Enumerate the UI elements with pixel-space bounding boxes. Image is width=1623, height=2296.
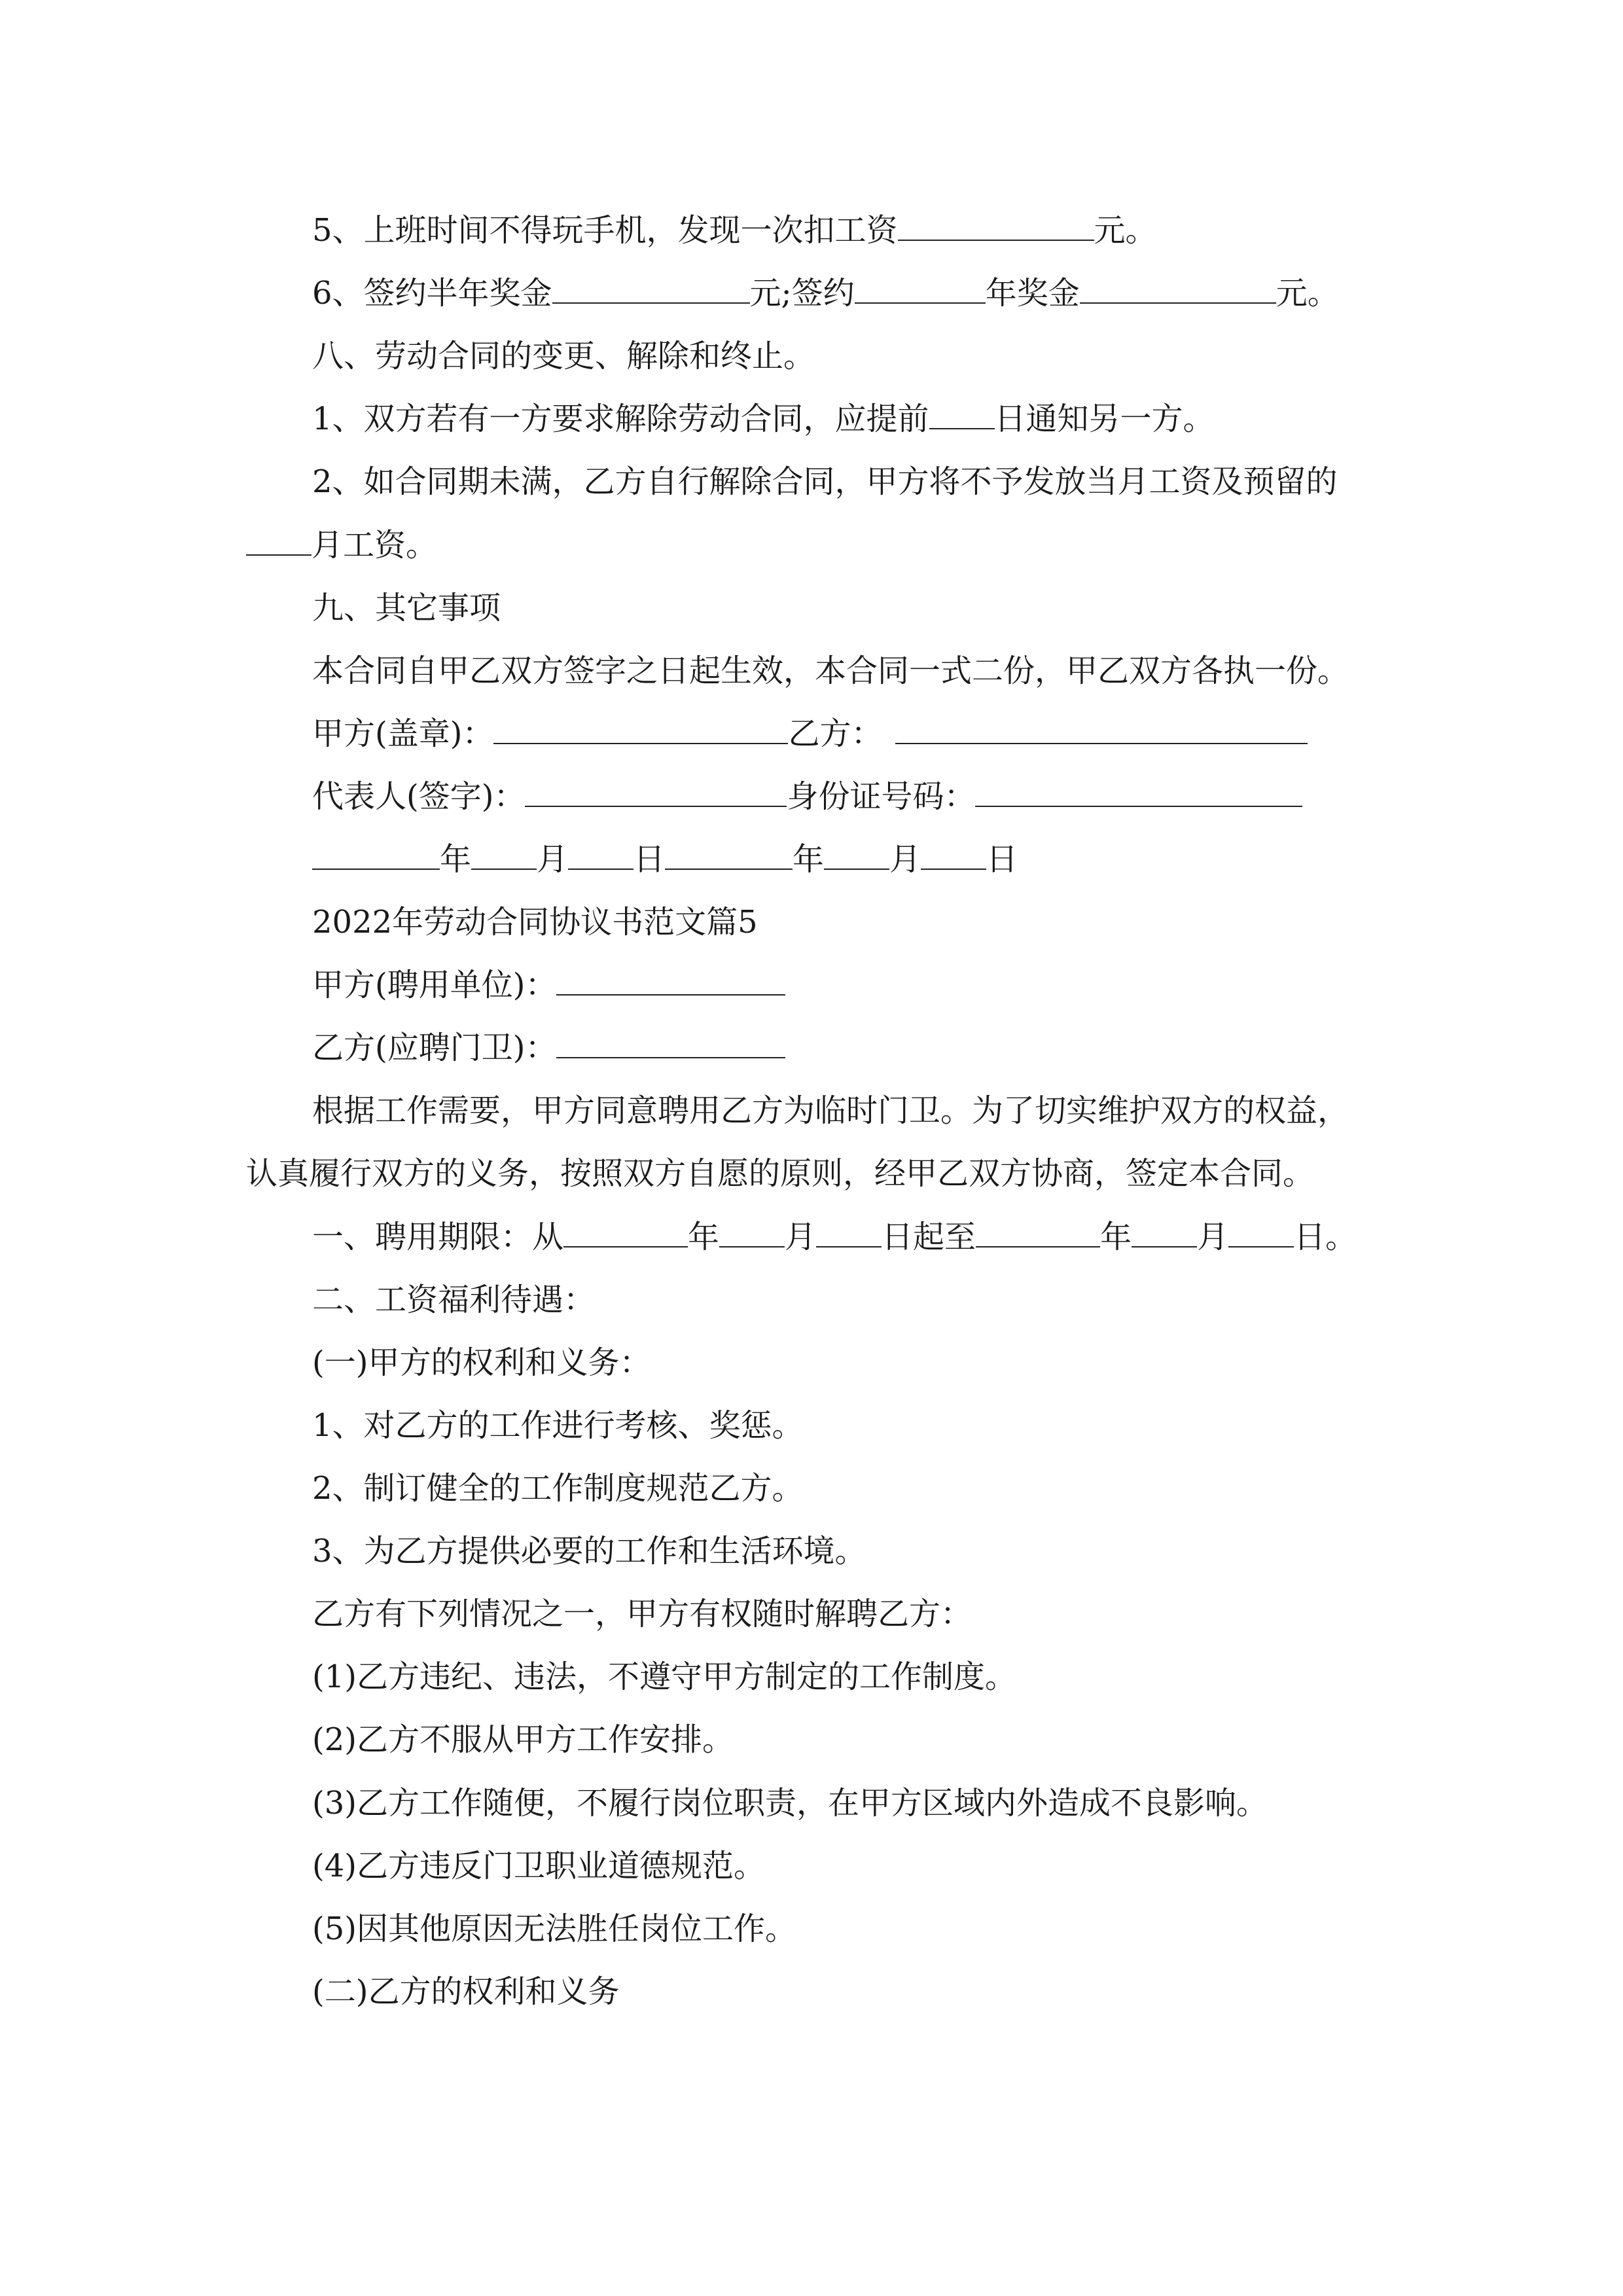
fill-blank xyxy=(898,211,1094,241)
party-b-label: 乙方： xyxy=(788,715,883,752)
clause-item-6 xyxy=(312,274,1339,313)
year-label: 年 xyxy=(440,841,472,878)
term-clause xyxy=(312,1217,1357,1257)
fill-blank xyxy=(719,1217,785,1247)
month-label: 月 xyxy=(1197,1219,1229,1255)
date-row xyxy=(312,840,1018,879)
clause-text: 日起至 xyxy=(882,1219,976,1255)
party-b-rights-heading: (二)乙方的权利和义务 xyxy=(312,1973,620,2010)
month-label: 月 xyxy=(785,1219,817,1255)
section8-item-2: 2、如合同期未满，乙方自行解除合同，甲方将不予发放当月工资及预留的 xyxy=(312,463,1338,500)
dismissal-item-3: (3)乙方工作随便，不履行岗位职责，在甲方区域内外造成不良影响。 xyxy=(312,1785,1268,1821)
party-a-item-3: 3、为乙方提供必要的工作和生活环境。 xyxy=(312,1533,866,1570)
employee-blank xyxy=(556,1028,785,1058)
fill-blank xyxy=(563,1217,688,1247)
section8-item-1 xyxy=(312,399,1215,439)
employer-label: 甲方(聘用单位)： xyxy=(312,967,557,1003)
day-blank xyxy=(921,840,986,870)
party-b-blank xyxy=(895,714,1308,744)
month-blank xyxy=(824,840,889,870)
month-blank xyxy=(471,840,537,870)
party-a-rights-heading: (一)甲方的权利和义务： xyxy=(312,1344,651,1381)
clause-text: 元。 xyxy=(1094,212,1157,249)
intro-paragraph-cont: 认真履行双方的义务，按照双方自愿的原则，经甲乙双方协商，签定本合同。 xyxy=(246,1155,1315,1192)
employer-blank xyxy=(556,965,785,996)
party-a-item-1: 1、对乙方的工作进行考核、奖惩。 xyxy=(312,1407,804,1444)
clause-text: 年奖金 xyxy=(985,275,1080,312)
fill-blank xyxy=(976,1217,1100,1247)
fill-blank xyxy=(1080,274,1276,304)
clause-text: 一、聘用期限：从 xyxy=(312,1219,564,1255)
month-label: 月 xyxy=(889,841,921,878)
day-blank xyxy=(568,840,633,870)
fill-blank xyxy=(246,526,312,556)
fill-blank xyxy=(1132,1217,1197,1247)
year-label: 年 xyxy=(688,1219,720,1255)
year-label: 年 xyxy=(793,841,825,878)
dismissal-item-2: (2)乙方不服从甲方工作安排。 xyxy=(312,1721,734,1758)
fill-blank xyxy=(1228,1217,1294,1247)
day-label: 日 xyxy=(633,841,666,878)
fill-blank xyxy=(816,1217,882,1247)
clause-text: 月工资。 xyxy=(312,527,438,564)
dismissal-item-1: (1)乙方违纪、违法，不遵守甲方制定的工作制度。 xyxy=(312,1659,1016,1695)
id-number-blank xyxy=(975,777,1302,807)
year-label: 年 xyxy=(1100,1219,1132,1255)
clause-text: 1、双方若有一方要求解除劳动合同，应提前 xyxy=(312,401,929,437)
fill-blank xyxy=(855,274,986,304)
clause-item-5 xyxy=(312,211,1157,250)
signature-row-1 xyxy=(312,714,1308,753)
party-a-item-2: 2、制订健全的工作制度规范乙方。 xyxy=(312,1470,804,1507)
clause-text: 日。 xyxy=(1294,1219,1357,1255)
effect-clause: 本合同自甲乙双方签字之日起生效，本合同一式二份，甲乙双方各执一份。 xyxy=(312,653,1349,689)
clause-text: 6、签约半年奖金 xyxy=(312,275,552,312)
intro-paragraph: 根据工作需要，甲方同意聘用乙方为临时门卫。为了切实维护双方的权益， xyxy=(312,1092,1349,1129)
employee-row xyxy=(312,1028,785,1067)
fill-blank xyxy=(552,274,750,304)
employer-row xyxy=(312,965,785,1005)
clause-text: 元;签约 xyxy=(749,275,855,312)
clause-text: 5、上班时间不得玩手机，发现一次扣工资 xyxy=(312,212,898,249)
section-heading-8: 八、劳动合同的变更、解除和终止。 xyxy=(312,338,815,374)
signature-row-2 xyxy=(312,777,1302,816)
day-label: 日 xyxy=(986,841,1018,878)
representative-label: 代表人(签字)： xyxy=(312,778,526,815)
section-heading-9: 九、其它事项 xyxy=(312,590,501,626)
year-blank xyxy=(312,840,440,870)
dismissal-intro: 乙方有下列情况之一，甲方有权随时解聘乙方： xyxy=(312,1596,972,1632)
dismissal-item-5: (5)因其他原因无法胜任岗位工作。 xyxy=(312,1910,796,1947)
employee-label: 乙方(应聘门卫)： xyxy=(312,1030,557,1066)
party-a-seal-blank xyxy=(493,714,788,744)
year-blank xyxy=(665,840,793,870)
id-number-label: 身份证号码： xyxy=(787,778,976,815)
section8-item-2-cont xyxy=(246,526,437,565)
clause-text: 日通知另一方。 xyxy=(994,401,1215,437)
month-label: 月 xyxy=(537,841,569,878)
dismissal-item-4: (4)乙方违反门卫职业道德规范。 xyxy=(312,1848,765,1884)
document-title: 2022年劳动合同协议书范文篇5 xyxy=(312,904,758,941)
representative-blank xyxy=(525,777,787,807)
clause-text: 元。 xyxy=(1275,275,1339,312)
section-heading-2: 二、工资福利待遇： xyxy=(312,1282,596,1318)
fill-blank xyxy=(929,399,995,429)
party-a-seal-label: 甲方(盖章)： xyxy=(312,715,494,752)
